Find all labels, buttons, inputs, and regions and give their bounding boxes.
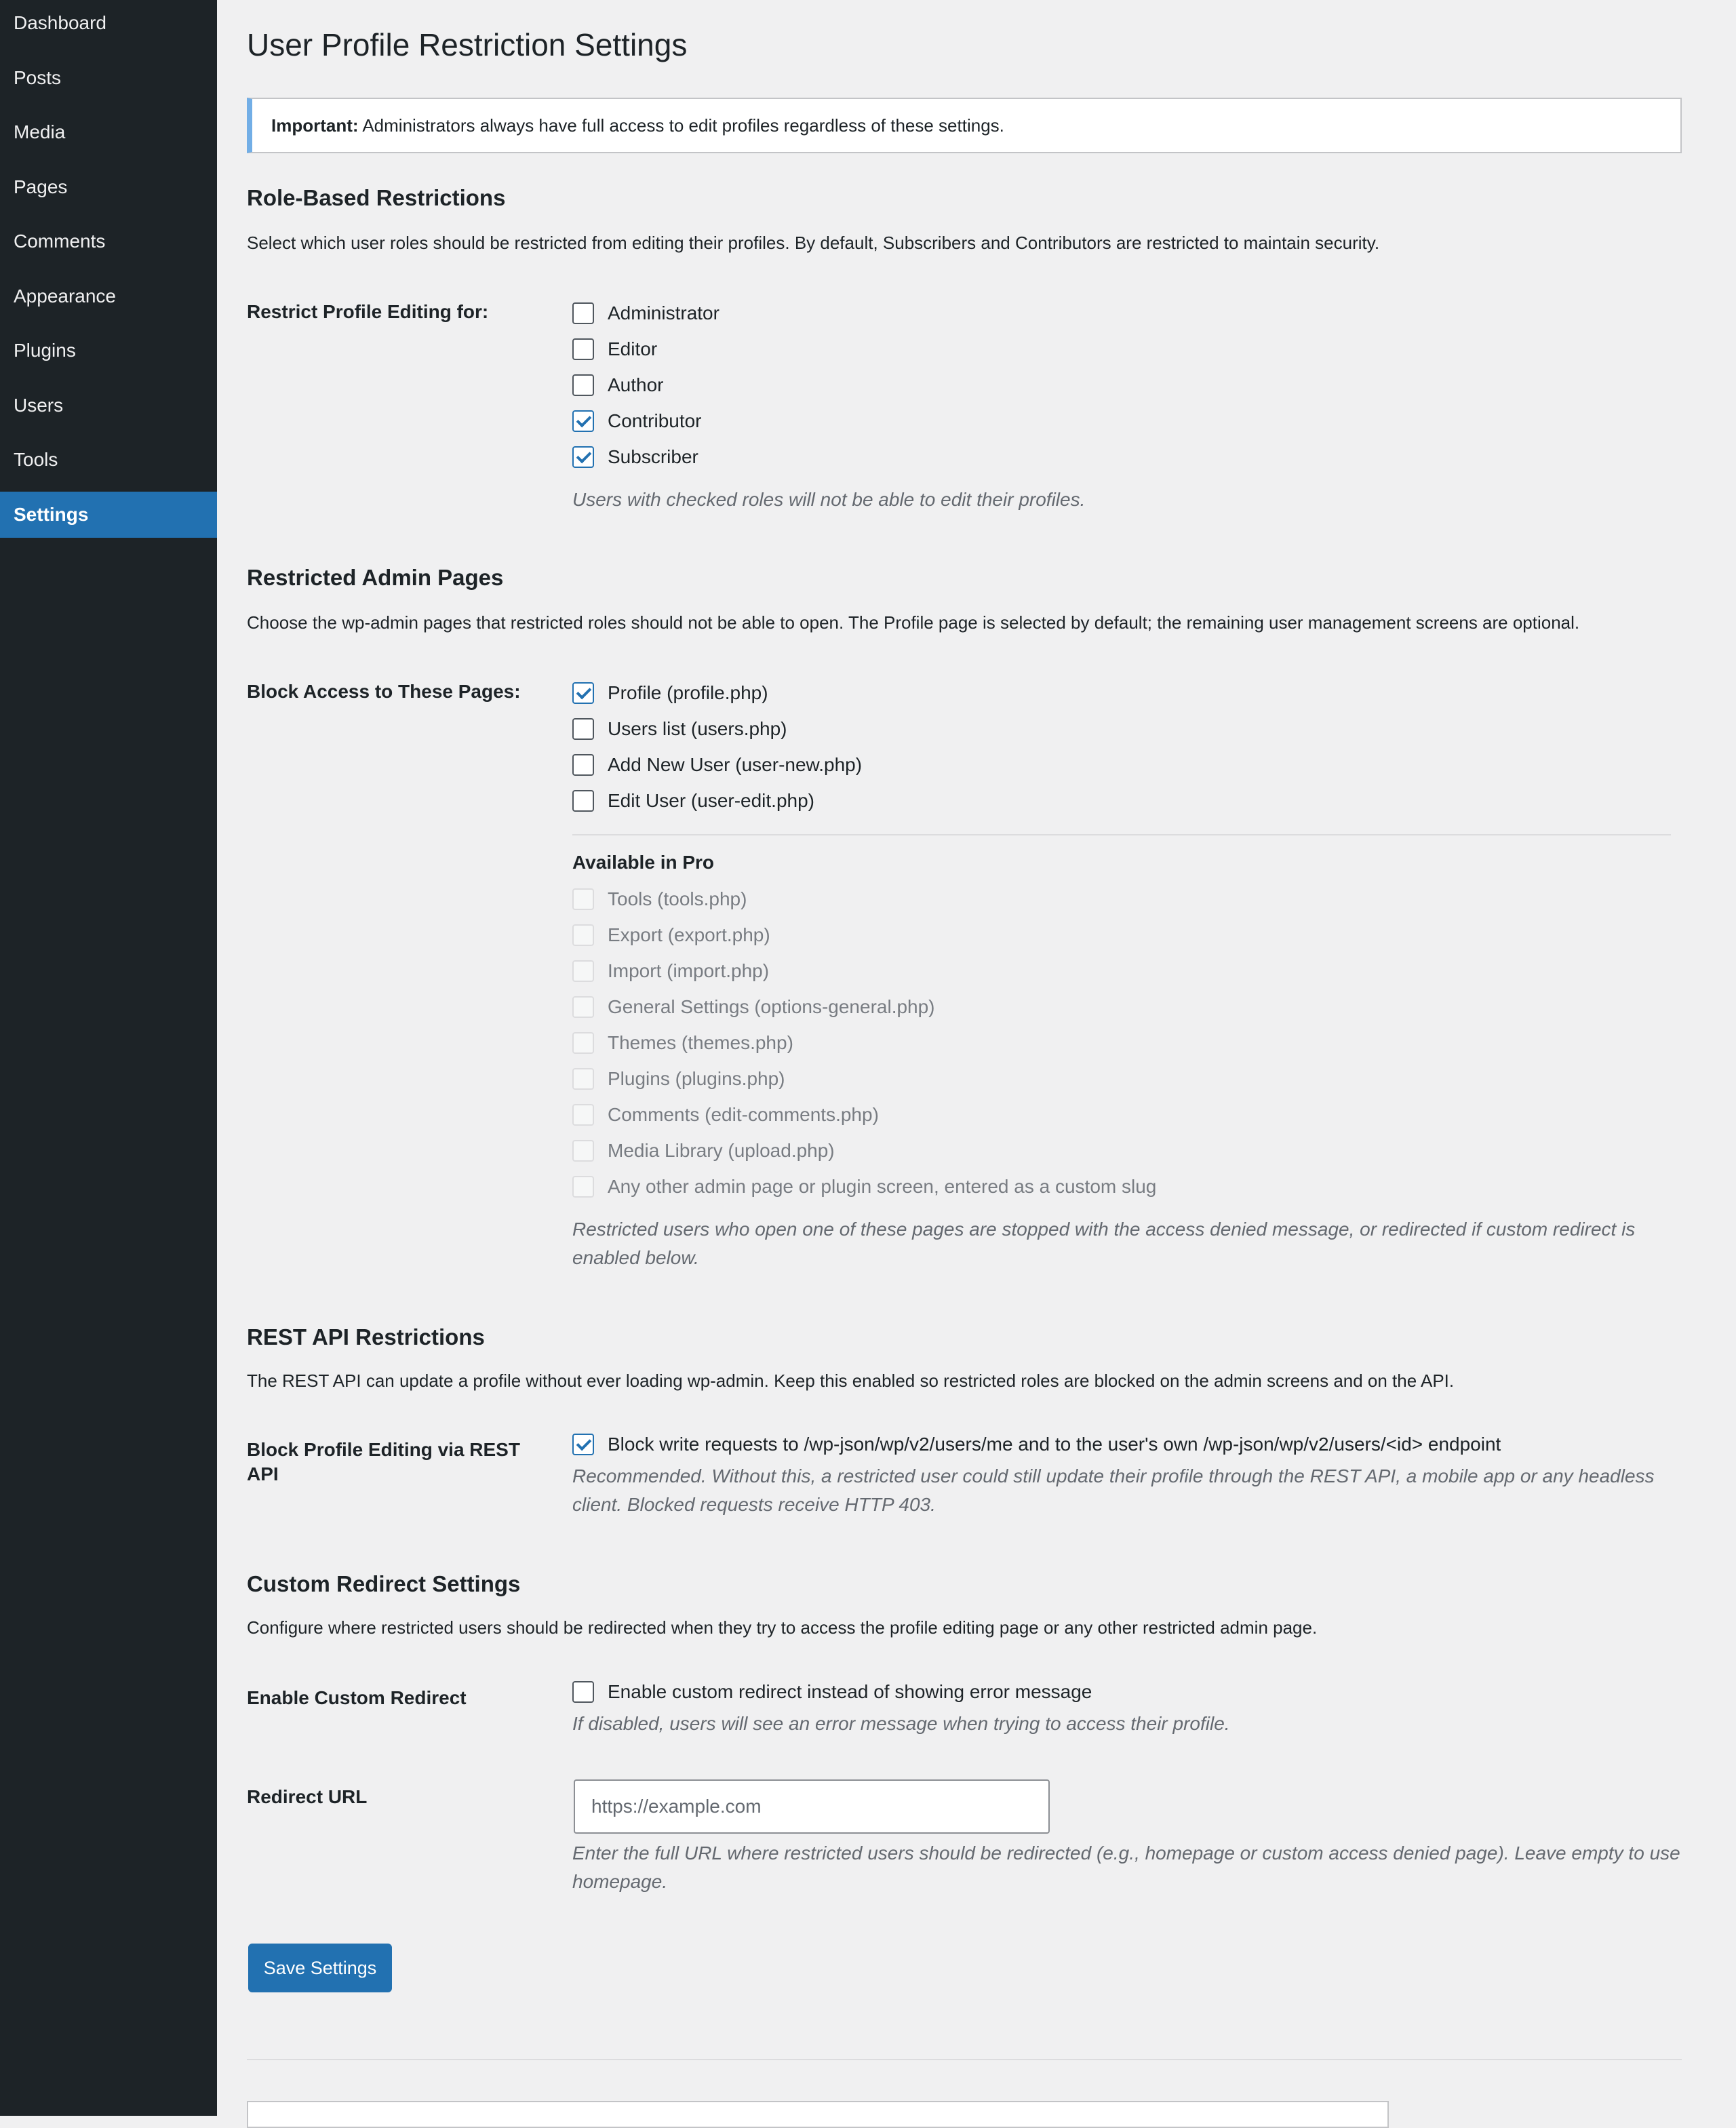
- notice-text: Administrators always have full access to edit profiles regardless of these settings.: [358, 115, 1004, 136]
- sidebar-item-comments[interactable]: Comments: [14, 231, 106, 252]
- pro-option-label: General Settings (options-general.php): [608, 996, 935, 1017]
- role-label: Author: [608, 374, 664, 395]
- rest-hint: Recommended. Without this, a restricted user could still update their profile through the REST API, a mobile app or any headless client. Blocked requests receive HTTP 403.: [572, 1465, 1655, 1515]
- enable-redirect-option[interactable]: [572, 1678, 1092, 1706]
- pro-option-export: [572, 922, 770, 949]
- rest-block-option[interactable]: [572, 1431, 1501, 1458]
- add-new-user-checkbox[interactable]: [572, 754, 594, 776]
- role-option-editor[interactable]: [572, 336, 657, 363]
- role-label: Contributor: [608, 410, 702, 431]
- tools-checkbox: [572, 888, 594, 910]
- role-option-administrator[interactable]: [572, 300, 719, 327]
- pages-description: Choose the wp-admin pages that restricted roles should not be able to open. The Profile page is selected by default; the remaining user management screens are optional.: [247, 612, 1580, 633]
- redirect-url-input[interactable]: [574, 1779, 1050, 1834]
- sidebar-item-dashboard[interactable]: Dashboard: [14, 12, 106, 33]
- pro-divider: [572, 834, 1671, 835]
- role-label: Administrator: [608, 302, 719, 323]
- pro-option-label: Export (export.php): [608, 924, 770, 945]
- page-option-add-new-user[interactable]: [572, 751, 862, 779]
- pages-heading: Restricted Admin Pages: [247, 565, 504, 590]
- pro-option-themes: [572, 1029, 793, 1057]
- import-checkbox: [572, 960, 594, 982]
- roles-description: Select which user roles should be restricted from editing their profiles. By default, Subscribers and Contributors are restricted to maintain security.: [247, 233, 1380, 253]
- comments-checkbox: [572, 1104, 594, 1126]
- page-option-label: Edit User (user-edit.php): [608, 790, 815, 811]
- page-option-profile[interactable]: [572, 679, 768, 707]
- sidebar-item-posts[interactable]: Posts: [14, 66, 62, 88]
- page-option-edit-user[interactable]: [572, 787, 814, 814]
- role-option-subscriber[interactable]: [572, 444, 698, 471]
- important-notice: [247, 98, 1682, 153]
- page-title: User Profile Restriction Settings: [247, 27, 688, 62]
- administrator-checkbox[interactable]: [572, 302, 594, 324]
- pro-option-comments: [572, 1101, 879, 1128]
- role-label: Editor: [608, 338, 658, 359]
- redirect-url-hint: Enter the full URL where restricted users should be redirected (e.g., homepage or custom access denied page). Leave empty to use homepage.: [572, 1843, 1680, 1892]
- sidebar-item-plugins[interactable]: Plugins: [14, 340, 76, 361]
- pro-option-tools: [572, 886, 747, 913]
- edit-user-checkbox[interactable]: [572, 790, 594, 812]
- pro-option-label: Import (import.php): [608, 960, 770, 981]
- rest-heading: REST API Restrictions: [247, 1324, 485, 1349]
- pro-option-general-settings: [572, 993, 935, 1021]
- pro-option-plugins: [572, 1065, 785, 1092]
- pages-hint: Restricted users who open one of these pages are stopped with the access denied message, or redirected if custom redirect is enabled below.: [572, 1219, 1636, 1268]
- sidebar-item-media[interactable]: Media: [14, 121, 66, 142]
- sidebar-item-settings[interactable]: Settings: [0, 492, 217, 538]
- page-option-users-list[interactable]: [572, 715, 787, 743]
- footer-panel: [247, 2101, 1389, 2128]
- pro-option-label: Themes (themes.php): [608, 1032, 793, 1053]
- enable-redirect-label: Enable Custom Redirect: [247, 1687, 467, 1708]
- sidebar-item-users[interactable]: Users: [14, 394, 64, 416]
- profile-checkbox[interactable]: [572, 682, 594, 704]
- pro-option-media-library: [572, 1137, 835, 1164]
- page-option-label: Profile (profile.php): [608, 682, 768, 703]
- media-library-checkbox: [572, 1140, 594, 1162]
- redirect-heading: Custom Redirect Settings: [247, 1571, 521, 1596]
- pro-option-label: Any other admin page or plugin screen, entered as a custom slug: [608, 1176, 1157, 1197]
- role-option-contributor[interactable]: [572, 408, 702, 435]
- rest-description: The REST API can update a profile without ever loading wp-admin. Keep this enabled so restricted roles are blocked on the admin screens and on the API.: [247, 1371, 1455, 1391]
- role-label: Subscriber: [608, 446, 698, 467]
- admin-sidebar: [0, 0, 217, 2116]
- sidebar-item-tools[interactable]: Tools: [14, 449, 58, 470]
- export-checkbox: [572, 924, 594, 946]
- pro-option-label: Comments (edit-comments.php): [608, 1104, 879, 1125]
- users-list-checkbox[interactable]: [572, 718, 594, 740]
- pro-option-import: [572, 958, 769, 985]
- author-checkbox[interactable]: [572, 374, 594, 396]
- notice-strong: Important:: [271, 115, 359, 136]
- enable-redirect-option-label: Enable custom redirect instead of showing error message: [608, 1681, 1092, 1702]
- pro-option-label: Plugins (plugins.php): [608, 1068, 785, 1089]
- footer-divider: [247, 2059, 1682, 2060]
- roles-field-label: Restrict Profile Editing for:: [247, 301, 489, 322]
- enable-redirect-hint: If disabled, users will see an error message when trying to access their profile.: [572, 1713, 1230, 1734]
- roles-heading: Role-Based Restrictions: [247, 185, 506, 210]
- pro-option-label: Media Library (upload.php): [608, 1140, 835, 1161]
- sidebar-item-appearance[interactable]: Appearance: [14, 285, 117, 307]
- rest-field-label: Block Profile Editing via REST API: [247, 1439, 520, 1484]
- pro-option-label: Tools (tools.php): [608, 888, 747, 909]
- redirect-url-label: Redirect URL: [247, 1786, 368, 1807]
- plugins-checkbox: [572, 1068, 594, 1090]
- contributor-checkbox[interactable]: [572, 410, 594, 432]
- rest-option-label: Block write requests to /wp-json/wp/v2/users/me and to the user's own /wp-json/wp/v2/users/<id> endpoint: [608, 1434, 1501, 1455]
- roles-hint: Users with checked roles will not be able to edit their profiles.: [572, 489, 1086, 510]
- pro-heading: Available in Pro: [572, 852, 715, 873]
- pages-field-label: Block Access to These Pages:: [247, 681, 521, 702]
- role-option-author[interactable]: [572, 372, 664, 399]
- enable-redirect-checkbox[interactable]: [572, 1681, 594, 1703]
- general-settings-checkbox: [572, 996, 594, 1018]
- themes-checkbox: [572, 1032, 594, 1054]
- subscriber-checkbox[interactable]: [572, 446, 594, 468]
- pro-option-custom-slug: [572, 1173, 1156, 1200]
- page-option-label: Add New User (user-new.php): [608, 754, 863, 775]
- custom-slug-checkbox: [572, 1176, 594, 1198]
- page-option-label: Users list (users.php): [608, 718, 787, 739]
- sidebar-item-pages[interactable]: Pages: [14, 176, 68, 197]
- rest-block-checkbox[interactable]: [572, 1434, 594, 1455]
- redirect-description: Configure where restricted users should be redirected when they try to access the profile editing page or any other restricted admin page.: [247, 1617, 1318, 1638]
- editor-checkbox[interactable]: [572, 338, 594, 360]
- save-settings-button[interactable]: Save Settings: [248, 1944, 392, 1992]
